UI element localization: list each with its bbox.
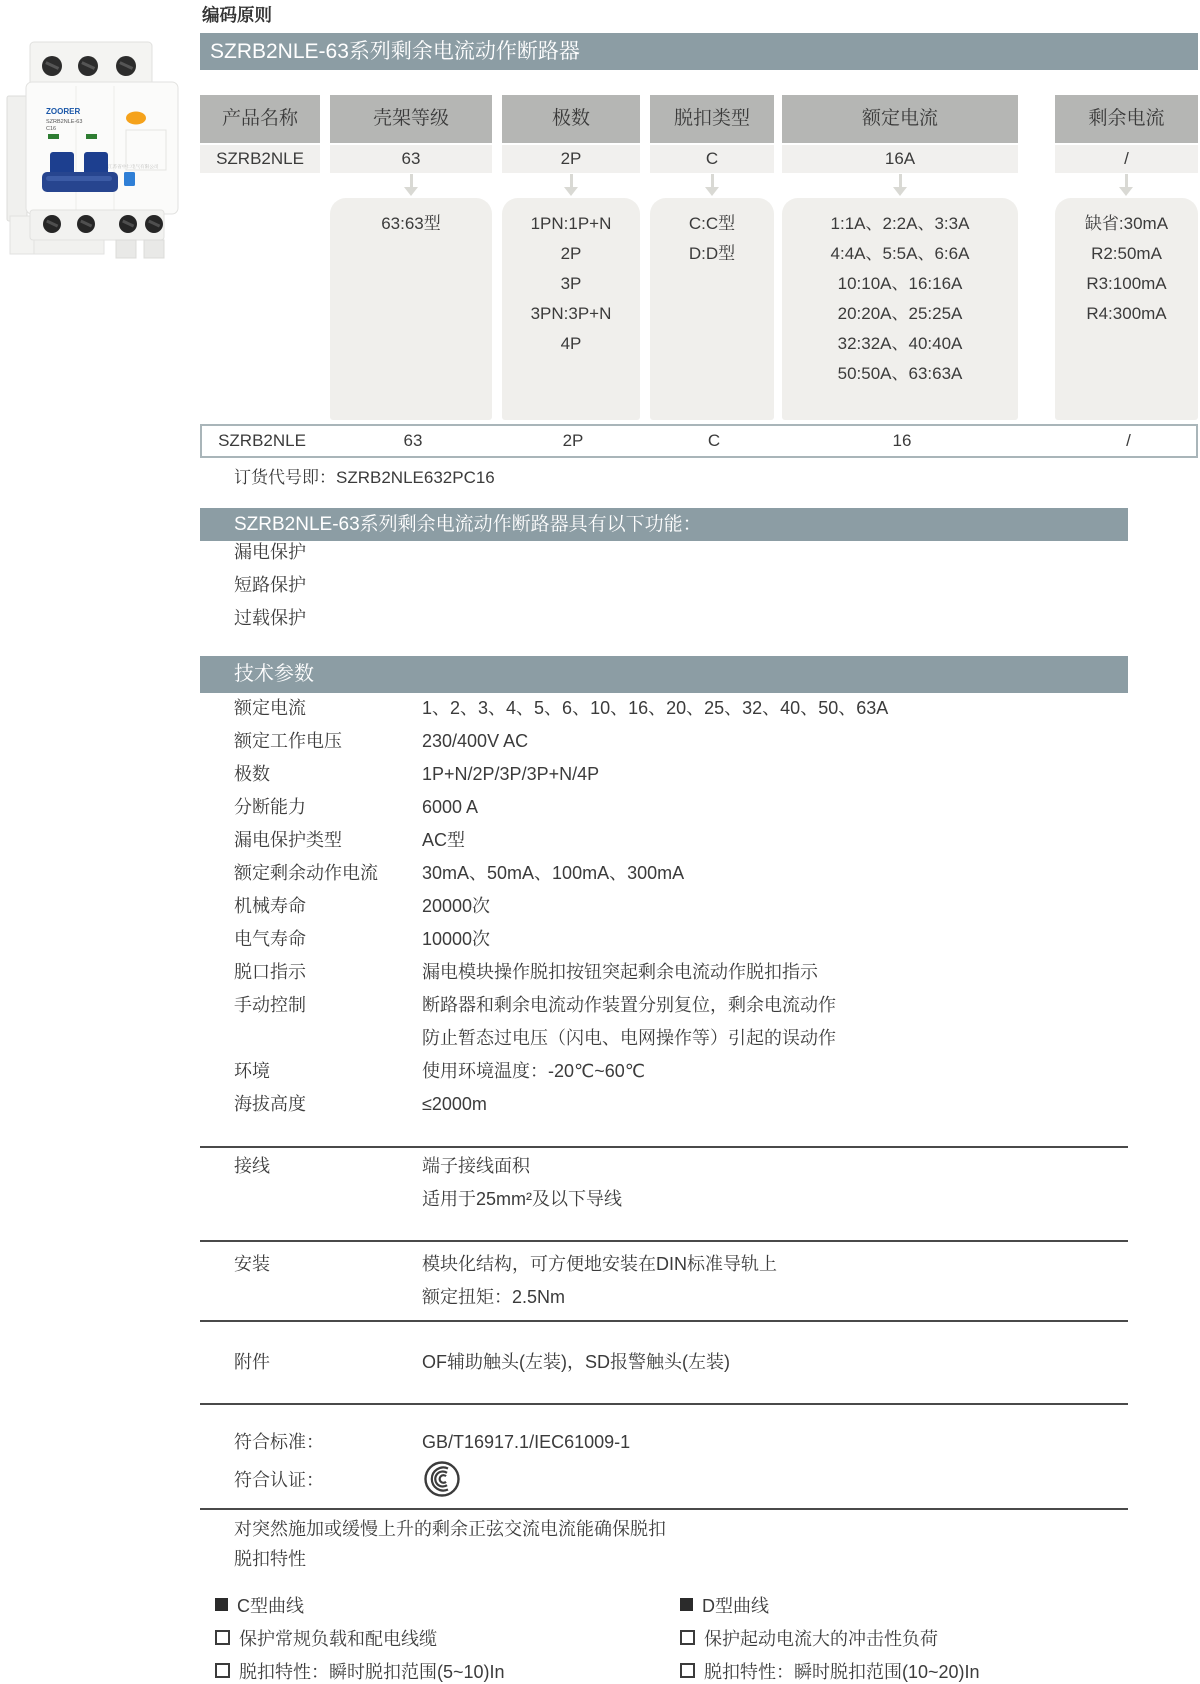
functions-title-banner: SZRB2NLE-63系列剩余电流动作断路器具有以下功能： <box>200 508 1128 541</box>
curve-bullet: 脱扣特性：瞬时脱扣范围(5~10)In <box>215 1654 665 1684</box>
hollow-square-icon <box>680 1630 695 1645</box>
divider <box>200 1320 1128 1322</box>
curve-bullet: 保护常规负载和配电线缆 <box>215 1621 665 1654</box>
series-title-banner: SZRB2NLE-63系列剩余电流动作断路器 <box>200 33 1198 70</box>
code-value-residual-current: / <box>1055 145 1198 173</box>
page-title: 编码原则 <box>202 5 272 25</box>
option-box-rated-current: 1:1A、2:2A、3:3A 4:4A、5:5A、6:6A 10:10A、16:16A 20:20A、25:25A 32:32A、40:40A 50:50A、63:63A <box>782 198 1018 420</box>
col-header-rated-current: 额定电流 <box>782 95 1018 143</box>
curve-d-column <box>680 1588 1130 1684</box>
function-item: 短路保护 <box>234 575 306 595</box>
spec-row: 手动控制 断路器和剩余电流动作装置分别复位，剩余电流动作 防止暂态过电压（闪电、电网操作等）引起的误动作 <box>234 995 836 1048</box>
product-company: 江苏省中仁电气有限公司 <box>108 164 159 169</box>
product-image <box>4 26 188 262</box>
hollow-square-icon <box>215 1663 230 1678</box>
option-box-residual-current: 缺省:30mA R2:50mA R3:100mA R4:300mA <box>1055 198 1198 420</box>
col-header-trip-type: 脱扣类型 <box>650 95 774 143</box>
product-brand: ZOORER <box>46 107 81 116</box>
tripping-intro-line: 对突然施加或缓慢上升的剩余正弦交流电流能确保脱扣 <box>234 1519 666 1539</box>
divider <box>200 1508 1128 1510</box>
filled-square-icon <box>680 1598 693 1611</box>
summary-poles: 2P <box>562 431 584 450</box>
product-model: SZRB2NLE-63 <box>46 119 83 125</box>
option-box-frame: 63:63型 <box>330 198 492 420</box>
col-header-product-name: 产品名称 <box>200 95 320 143</box>
option-box-poles: 1PN:1P+N 2P 3P 3PN:3P+N 4P <box>502 198 640 420</box>
code-value-frame-size: 63 <box>330 145 492 173</box>
spec-row: 额定剩余动作电流 30mA、50mA、100mA、300mA <box>234 863 685 883</box>
spec-row: 电气寿命 10000次 <box>234 929 491 949</box>
curve-title: D型曲线 <box>680 1588 1130 1621</box>
curve-title: C型曲线 <box>215 1588 665 1621</box>
spec-row: 海拔高度 ≤2000m <box>234 1094 487 1114</box>
divider <box>200 1403 1128 1405</box>
option-box-trip-type: C:C型 D:D型 <box>650 198 774 420</box>
spec-row: 分断能力 6000 A <box>234 797 479 817</box>
standards-section: 符合标准： GB/T16917.1/IEC61009-1 符合认证： <box>200 1426 1160 1499</box>
code-value-product-name: SZRB2NLE <box>200 145 320 173</box>
tripping-subtitle: 脱扣特性 <box>234 1549 306 1569</box>
col-header-residual-current: 剩余电流 <box>1055 95 1198 143</box>
summary-residual-current: / <box>1126 431 1131 450</box>
content-column <box>200 0 1198 1684</box>
spec-row: 额定工作电压 230/400V AC <box>234 731 529 751</box>
product-rating: C16 <box>46 126 57 132</box>
spec-row: 额定电流 1、2、3、4、5、6、10、16、20、25、32、40、50、63A <box>234 698 889 718</box>
spec-row: 机械寿命 20000次 <box>234 896 491 916</box>
summary-trip-type: C <box>707 431 721 450</box>
spec-row: 漏电保护类型 AC型 <box>234 830 466 850</box>
summary-rated-current: 16 <box>892 431 912 450</box>
code-value-trip-type: C <box>650 145 774 173</box>
curve-bullet: 脱扣特性：瞬时脱扣范围(10~20)In <box>680 1654 1130 1684</box>
divider <box>200 1240 1128 1242</box>
curve-c-column <box>215 1588 665 1684</box>
test-button <box>124 172 135 186</box>
col-header-poles: 极数 <box>502 95 640 143</box>
hollow-square-icon <box>680 1663 695 1678</box>
reset-button <box>126 112 146 125</box>
ccc-certification-icon <box>422 1459 462 1499</box>
tech-params-banner: 技术参数 <box>200 656 1128 693</box>
function-item: 过载保护 <box>234 608 306 628</box>
tripping-intro <box>234 1514 666 1574</box>
hollow-square-icon <box>215 1630 230 1645</box>
divider <box>200 1146 1128 1148</box>
curve-bullet: 保护起动电流大的冲击性负荷 <box>680 1621 1130 1654</box>
spec-row: 极数 1P+N/2P/3P/3P+N/4P <box>234 764 600 784</box>
wiring-section: 接线 端子接线面积 适用于25mm²及以下导线 <box>234 1156 623 1209</box>
summary-frame-size: 63 <box>403 431 423 450</box>
accessories-section: 附件 OF辅助触头(左装)，SD报警触头(左装) <box>234 1352 730 1372</box>
tech-params-table <box>200 692 1160 1121</box>
code-value-rated-current: 16A <box>782 145 1018 173</box>
filled-square-icon <box>215 1598 228 1611</box>
function-item: 漏电保护 <box>234 542 306 562</box>
function-list <box>234 536 306 635</box>
toggle-handle <box>42 172 118 192</box>
code-value-poles: 2P <box>502 145 640 173</box>
summary-product-name: SZRB2NLE <box>218 431 306 450</box>
mounting-section: 安装 模块化结构，可方便地安装在DIN标准导轨上 额定扭矩：2.5Nm <box>234 1254 777 1307</box>
order-code-note: 订货代号即：SZRB2NLE632PC16 <box>234 468 495 487</box>
col-header-frame-size: 壳架等级 <box>330 95 492 143</box>
order-code-row <box>200 424 1198 458</box>
spec-row: 环境 使用环境温度：-20℃~60℃ <box>234 1061 645 1081</box>
spec-row: 脱口指示 漏电模块操作脱扣按钮突起剩余电流动作脱扣指示 <box>234 962 818 982</box>
